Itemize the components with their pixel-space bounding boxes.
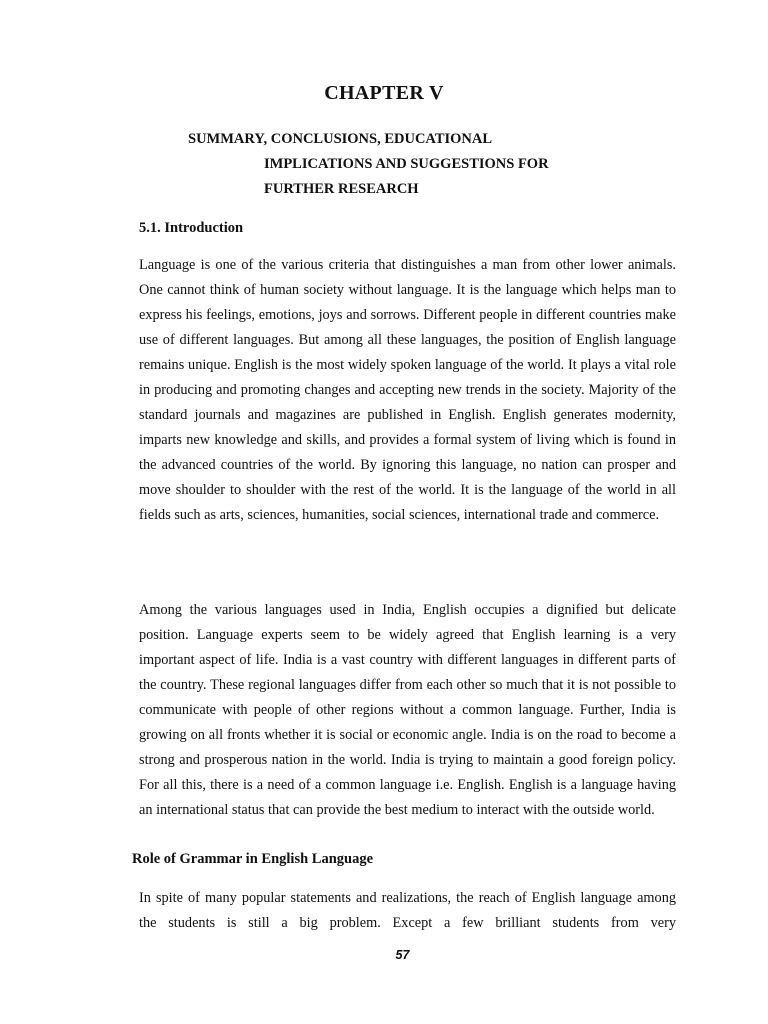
chapter-title-text: CHAPTER V bbox=[324, 82, 444, 104]
chapter-title bbox=[0, 82, 768, 105]
chapter-subtitle-line-3: FURTHER RESEARCH bbox=[264, 181, 419, 197]
section-heading-grammar: Role of Grammar in English Language bbox=[132, 851, 374, 867]
section-heading-introduction: 5.1. Introduction bbox=[139, 220, 244, 236]
chapter-subtitle-line-2: IMPLICATIONS AND SUGGESTIONS FOR bbox=[264, 156, 549, 172]
chapter-subtitle-line-1: SUMMARY, CONCLUSIONS, EDUCATIONAL bbox=[188, 131, 493, 147]
paragraph-introduction-2: Among the various languages used in India, English occupies a dignified but delicate position. Language experts seem to be widely agreed that English learning is a very important aspect of life. India is a vast country with different languages in different parts of the country. These regional languages differ from each other so much that it is not possible to communicate with people of other regions without a common language. Further, India is growing on all fronts whether it is social or economic angle. India is on the road to become a strong and prosperous nation in the world. India is trying to maintain a good foreign policy. For all this, there is a need of a common language i.e. English. English is a language having an international status that can provide the best medium to interact with the outside world. bbox=[139, 602, 676, 818]
paragraph-grammar-1: In spite of many popular statements and realizations, the reach of English language among the students is still a big problem. Except a few brilliant students from very bbox=[139, 890, 676, 931]
paragraph-introduction-1: Language is one of the various criteria that distinguishes a man from other lower animals. One cannot think of human society without language. It is the language which helps man to express his feelings, emotions, joys and sorrows. Different people in different countries make use of different languages. But among all these languages, the position of English language remains unique. English is the most widely spoken language of the world. It plays a vital role in producing and promoting changes and accepting new trends in the society. Majority of the standard journals and magazines are published in English. English generates modernity, imparts new knowledge and skills, and provides a formal system of living which is found in the advanced countries of the world. By ignoring this language, no nation can prosper and move shoulder to shoulder with the rest of the world. It is the language of the world in all fields such as arts, sciences, humanities, social sciences, international trade and commerce. bbox=[139, 257, 676, 523]
page-number: 57 bbox=[395, 948, 410, 962]
